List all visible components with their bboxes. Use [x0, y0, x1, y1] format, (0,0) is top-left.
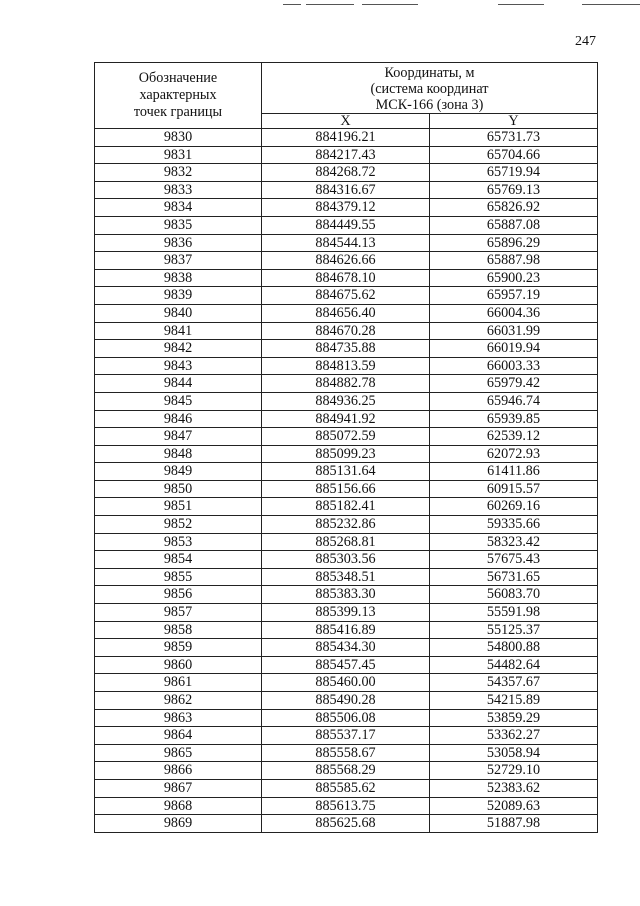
x-coordinate-cell: 884268.72 — [262, 164, 430, 182]
y-coordinate-cell: 52383.62 — [430, 779, 598, 797]
table-row — [95, 252, 598, 270]
y-coordinate-cell: 65896.29 — [430, 234, 598, 252]
point-id-cell: 9841 — [95, 322, 262, 340]
y-coordinate-cell: 60915.57 — [430, 480, 598, 498]
x-coordinate-cell: 884379.12 — [262, 199, 430, 217]
table-row — [95, 674, 598, 692]
header-point-designation — [95, 63, 262, 129]
coordinates-table — [94, 62, 598, 833]
x-coordinate-cell: 884675.62 — [262, 287, 430, 305]
table-row — [95, 727, 598, 745]
x-coordinate-cell: 884544.13 — [262, 234, 430, 252]
table-row — [95, 357, 598, 375]
x-coordinate-cell: 885131.64 — [262, 463, 430, 481]
table-row — [95, 498, 598, 516]
y-coordinate-cell: 65731.73 — [430, 129, 598, 147]
table-row — [95, 216, 598, 234]
x-coordinate-cell: 885182.41 — [262, 498, 430, 516]
x-coordinate-cell: 885625.68 — [262, 815, 430, 833]
top-rule-1 — [283, 4, 301, 5]
y-coordinate-cell: 65957.19 — [430, 287, 598, 305]
table-row — [95, 234, 598, 252]
header-name-line: точек границы — [133, 104, 223, 120]
table-row — [95, 604, 598, 622]
table-row — [95, 392, 598, 410]
header-x: X — [262, 114, 430, 129]
table-row — [95, 304, 598, 322]
table-row — [95, 463, 598, 481]
x-coordinate-cell: 885613.75 — [262, 797, 430, 815]
point-id-cell: 9837 — [95, 252, 262, 270]
table-row — [95, 428, 598, 446]
table-row — [95, 656, 598, 674]
point-id-cell: 9832 — [95, 164, 262, 182]
point-id-cell: 9851 — [95, 498, 262, 516]
y-coordinate-cell: 57675.43 — [430, 551, 598, 569]
y-coordinate-cell: 65887.98 — [430, 252, 598, 270]
top-rule-4 — [498, 4, 544, 5]
table-body — [95, 129, 598, 833]
y-coordinate-cell: 66004.36 — [430, 304, 598, 322]
point-id-cell: 9840 — [95, 304, 262, 322]
y-coordinate-cell: 65887.08 — [430, 216, 598, 234]
y-coordinate-cell: 59335.66 — [430, 516, 598, 534]
y-coordinate-cell: 66019.94 — [430, 340, 598, 358]
table-row — [95, 269, 598, 287]
header-coordinates — [262, 63, 598, 114]
y-coordinate-cell: 66003.33 — [430, 357, 598, 375]
x-coordinate-cell: 885460.00 — [262, 674, 430, 692]
table-row — [95, 199, 598, 217]
page-number: 247 — [575, 34, 596, 49]
table-row — [95, 340, 598, 358]
header-y: Y — [430, 114, 598, 129]
x-coordinate-cell: 885457.45 — [262, 656, 430, 674]
point-id-cell: 9866 — [95, 762, 262, 780]
x-coordinate-cell: 884813.59 — [262, 357, 430, 375]
table-row — [95, 445, 598, 463]
y-coordinate-cell: 62539.12 — [430, 428, 598, 446]
table-row — [95, 129, 598, 147]
point-id-cell: 9836 — [95, 234, 262, 252]
header-coords-line: (система координат — [370, 81, 489, 97]
table-row — [95, 568, 598, 586]
y-coordinate-cell: 53859.29 — [430, 709, 598, 727]
y-coordinate-cell: 66031.99 — [430, 322, 598, 340]
y-coordinate-cell: 65979.42 — [430, 375, 598, 393]
x-coordinate-cell: 885072.59 — [262, 428, 430, 446]
y-coordinate-cell: 62072.93 — [430, 445, 598, 463]
point-id-cell: 9856 — [95, 586, 262, 604]
point-id-cell: 9867 — [95, 779, 262, 797]
point-id-cell: 9868 — [95, 797, 262, 815]
point-id-cell: 9848 — [95, 445, 262, 463]
x-coordinate-cell: 885506.08 — [262, 709, 430, 727]
table-row — [95, 815, 598, 833]
y-coordinate-cell: 65946.74 — [430, 392, 598, 410]
table-row — [95, 797, 598, 815]
table-row — [95, 516, 598, 534]
y-coordinate-cell: 54357.67 — [430, 674, 598, 692]
top-rule-5 — [582, 4, 640, 5]
point-id-cell: 9852 — [95, 516, 262, 534]
x-coordinate-cell: 885303.56 — [262, 551, 430, 569]
top-rule-3 — [362, 4, 418, 5]
point-id-cell: 9861 — [95, 674, 262, 692]
point-id-cell: 9834 — [95, 199, 262, 217]
header-coords-line: Координаты, м — [384, 65, 475, 81]
x-coordinate-cell: 885232.86 — [262, 516, 430, 534]
point-id-cell: 9869 — [95, 815, 262, 833]
table-row — [95, 410, 598, 428]
table-row — [95, 762, 598, 780]
x-coordinate-cell: 885399.13 — [262, 604, 430, 622]
table-row — [95, 164, 598, 182]
point-id-cell: 9849 — [95, 463, 262, 481]
table-row — [95, 480, 598, 498]
point-id-cell: 9830 — [95, 129, 262, 147]
point-id-cell: 9839 — [95, 287, 262, 305]
point-id-cell: 9862 — [95, 692, 262, 710]
x-coordinate-cell: 884217.43 — [262, 146, 430, 164]
point-id-cell: 9844 — [95, 375, 262, 393]
x-coordinate-cell: 885537.17 — [262, 727, 430, 745]
x-coordinate-cell: 885416.89 — [262, 621, 430, 639]
y-coordinate-cell: 53058.94 — [430, 744, 598, 762]
y-coordinate-cell: 54482.64 — [430, 656, 598, 674]
table-row — [95, 146, 598, 164]
point-id-cell: 9864 — [95, 727, 262, 745]
point-id-cell: 9865 — [95, 744, 262, 762]
y-coordinate-cell: 53362.27 — [430, 727, 598, 745]
x-coordinate-cell: 884626.66 — [262, 252, 430, 270]
x-coordinate-cell: 884196.21 — [262, 129, 430, 147]
point-id-cell: 9859 — [95, 639, 262, 657]
y-coordinate-cell: 65826.92 — [430, 199, 598, 217]
x-coordinate-cell: 884316.67 — [262, 181, 430, 199]
x-coordinate-cell: 885568.29 — [262, 762, 430, 780]
y-coordinate-cell: 54215.89 — [430, 692, 598, 710]
x-coordinate-cell: 884678.10 — [262, 269, 430, 287]
y-coordinate-cell: 65769.13 — [430, 181, 598, 199]
point-id-cell: 9853 — [95, 533, 262, 551]
point-id-cell: 9863 — [95, 709, 262, 727]
header-name-line: характерных — [139, 87, 217, 103]
point-id-cell: 9855 — [95, 568, 262, 586]
x-coordinate-cell: 885434.30 — [262, 639, 430, 657]
y-coordinate-cell: 58323.42 — [430, 533, 598, 551]
point-id-cell: 9854 — [95, 551, 262, 569]
table-row — [95, 181, 598, 199]
point-id-cell: 9842 — [95, 340, 262, 358]
point-id-cell: 9847 — [95, 428, 262, 446]
point-id-cell: 9850 — [95, 480, 262, 498]
point-id-cell: 9845 — [95, 392, 262, 410]
y-coordinate-cell: 52089.63 — [430, 797, 598, 815]
y-coordinate-cell: 65939.85 — [430, 410, 598, 428]
y-coordinate-cell: 56731.65 — [430, 568, 598, 586]
y-coordinate-cell: 56083.70 — [430, 586, 598, 604]
x-coordinate-cell: 884882.78 — [262, 375, 430, 393]
point-id-cell: 9860 — [95, 656, 262, 674]
y-coordinate-cell: 55125.37 — [430, 621, 598, 639]
y-coordinate-cell: 60269.16 — [430, 498, 598, 516]
x-coordinate-cell: 884735.88 — [262, 340, 430, 358]
x-coordinate-cell: 884449.55 — [262, 216, 430, 234]
x-coordinate-cell: 885558.67 — [262, 744, 430, 762]
point-id-cell: 9857 — [95, 604, 262, 622]
point-id-cell: 9833 — [95, 181, 262, 199]
table-row — [95, 287, 598, 305]
table-row — [95, 533, 598, 551]
x-coordinate-cell: 885585.62 — [262, 779, 430, 797]
point-id-cell: 9831 — [95, 146, 262, 164]
y-coordinate-cell: 61411.86 — [430, 463, 598, 481]
y-coordinate-cell: 65719.94 — [430, 164, 598, 182]
table-row — [95, 322, 598, 340]
point-id-cell: 9838 — [95, 269, 262, 287]
x-coordinate-cell: 884941.92 — [262, 410, 430, 428]
header-name-line: Обозначение — [138, 70, 218, 86]
y-coordinate-cell: 52729.10 — [430, 762, 598, 780]
table-row — [95, 692, 598, 710]
point-id-cell: 9858 — [95, 621, 262, 639]
table-row — [95, 639, 598, 657]
y-coordinate-cell: 54800.88 — [430, 639, 598, 657]
table-row — [95, 375, 598, 393]
x-coordinate-cell: 885099.23 — [262, 445, 430, 463]
y-coordinate-cell: 55591.98 — [430, 604, 598, 622]
point-id-cell: 9843 — [95, 357, 262, 375]
table-row — [95, 779, 598, 797]
header-coords-line: МСК-166 (зона 3) — [375, 97, 484, 113]
x-coordinate-cell: 884936.25 — [262, 392, 430, 410]
y-coordinate-cell: 65704.66 — [430, 146, 598, 164]
x-coordinate-cell: 884670.28 — [262, 322, 430, 340]
x-coordinate-cell: 885490.28 — [262, 692, 430, 710]
table-row — [95, 621, 598, 639]
point-id-cell: 9846 — [95, 410, 262, 428]
table-row — [95, 709, 598, 727]
x-coordinate-cell: 884656.40 — [262, 304, 430, 322]
top-rule-2 — [306, 4, 354, 5]
table-row — [95, 551, 598, 569]
x-coordinate-cell: 885268.81 — [262, 533, 430, 551]
point-id-cell: 9835 — [95, 216, 262, 234]
y-coordinate-cell: 65900.23 — [430, 269, 598, 287]
x-coordinate-cell: 885348.51 — [262, 568, 430, 586]
x-coordinate-cell: 885156.66 — [262, 480, 430, 498]
y-coordinate-cell: 51887.98 — [430, 815, 598, 833]
table-row — [95, 744, 598, 762]
x-coordinate-cell: 885383.30 — [262, 586, 430, 604]
table-row — [95, 586, 598, 604]
